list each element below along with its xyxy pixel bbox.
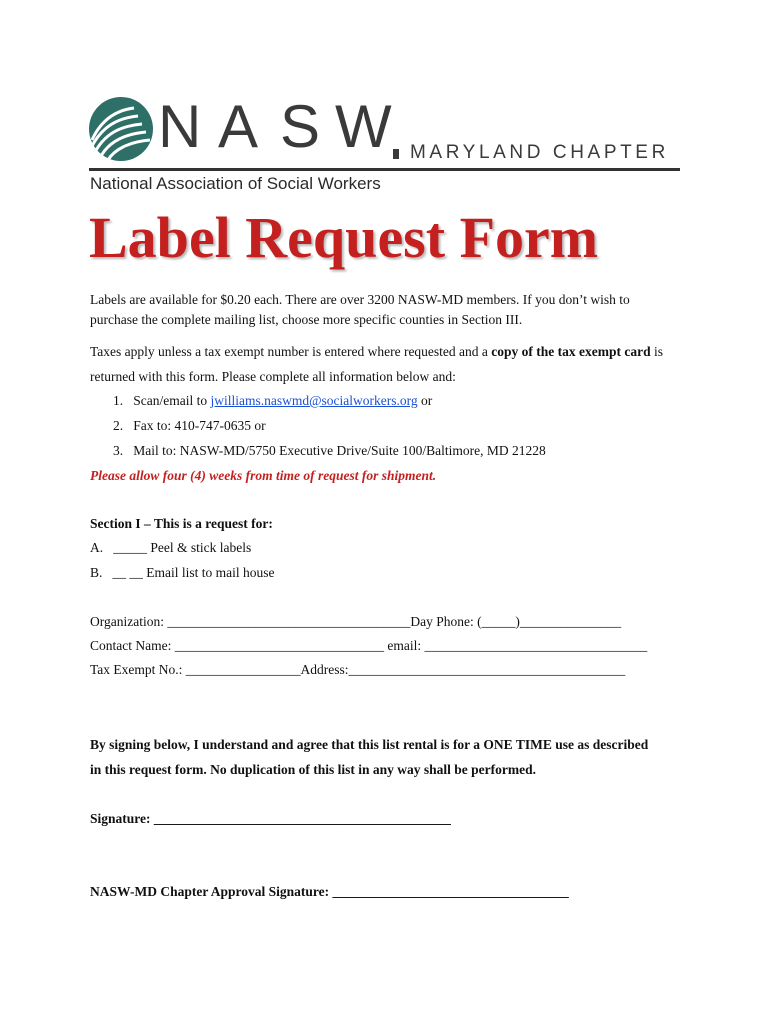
chapter-name: MARYLAND CHAPTER [410, 142, 669, 163]
method-text: Mail to: NASW-MD/5750 Executive Drive/Suite 100/Baltimore, MD 21228 [133, 443, 546, 458]
method-item-2 [113, 416, 266, 436]
logo-letter-a: A [218, 93, 259, 160]
taxes-emphasis: copy of the tax exempt card [491, 344, 651, 359]
method-item-1 [113, 391, 432, 411]
method-text: Scan/email to [133, 393, 211, 408]
agreement-line-2: in this request form. No duplication of this list in any way shall be performed. [90, 762, 537, 777]
taxes-line-1 [90, 342, 663, 362]
logo-separator [393, 149, 399, 159]
approval-signature-field[interactable]: NASW-MD Chapter Approval Signature: ___________________________________ [90, 884, 569, 899]
method-text-end: or [417, 393, 433, 408]
tax-exempt-address-field[interactable]: Tax Exempt No.: _________________Address:_________________________________________ [90, 662, 626, 677]
logo-letter-w: W [335, 93, 392, 160]
organization-phone-field[interactable]: Organization: ____________________________________Day Phone: (_____)_______________ [90, 614, 622, 629]
page-title: Label Request Form [89, 205, 599, 270]
header-divider [89, 168, 680, 171]
logo-letter-s: S [280, 93, 321, 160]
method-item-3 [113, 441, 546, 461]
method-number: 1. [113, 393, 124, 408]
taxes-line-2: returned with this form. Please complete all information below and: [90, 369, 456, 384]
intro-line-2: purchase the complete mailing list, choose more specific counties in Section III. [90, 312, 523, 327]
intro-line-1: Labels are available for $0.20 each. There are over 3200 NASW-MD members. If you don’t wish to [90, 292, 630, 307]
taxes-text: Taxes apply unless a tax exempt number is entered where requested and a [90, 344, 492, 359]
logo-letter-n: N [158, 93, 202, 160]
association-name: National Association of Social Workers [90, 174, 381, 193]
signature-field[interactable]: Signature: ____________________________________________ [90, 811, 451, 826]
option-email-list[interactable]: B. __ __ Email list to mail house [90, 565, 275, 580]
email-link[interactable]: jwilliams.naswmd@socialworkers.org [210, 393, 418, 408]
method-number: 2. [113, 418, 124, 433]
taxes-text-end: is [650, 344, 664, 359]
nasw-logo-mark-icon [88, 96, 154, 162]
method-number: 3. [113, 443, 124, 458]
contact-email-field[interactable]: Contact Name: _______________________________ email: _________________________________ [90, 638, 648, 653]
option-peel-stick-labels[interactable]: A. _____ Peel & stick labels [90, 540, 252, 555]
agreement-line-1: By signing below, I understand and agree that this list rental is for a ONE TIME use as described [90, 737, 649, 752]
shipment-note: Please allow four (4) weeks from time of request for shipment. [90, 468, 437, 483]
method-text: Fax to: 410-747-0635 or [133, 418, 266, 433]
section-1-heading: Section I – This is a request for: [90, 516, 273, 531]
